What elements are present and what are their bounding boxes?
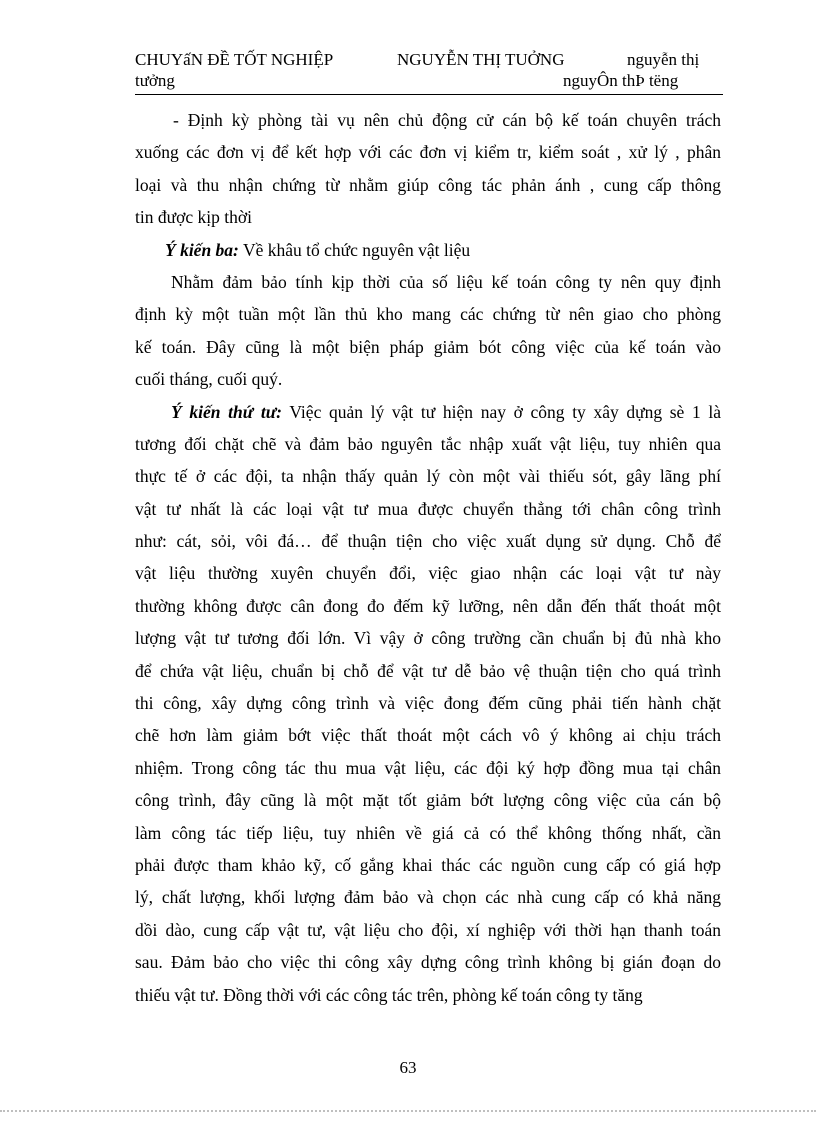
paragraph-line: công trình, đây cũng là một mặt tốt giảm bớt lượng công việc của cán bộ <box>135 790 721 811</box>
paragraph-line: lý, chất lượng, khối lượng đảm bảo và chọn các nhà cung cấp có khả năng <box>135 887 721 908</box>
paragraph-line: thực tế ở các đội, ta nhận thấy quản lý còn một vài thiếu sót, gây lãng phí <box>135 466 721 487</box>
page-header <box>135 50 723 94</box>
header-right-bottom: nguyÔn thÞ tëng <box>563 71 679 90</box>
paragraph-line: - Định kỳ phòng tài vụ nên chủ động cử cán bộ kế toán chuyên trách <box>173 110 721 130</box>
heading-rest: Việc quản lý vật tư hiện nay ở công ty xây dựng sè 1 là <box>282 401 721 422</box>
paragraph-line: sau. Đảm bảo cho việc thi công xây dựng công trình không bị gián đoạn do <box>135 952 721 973</box>
paragraph-line: nhiệm. Trong công tác thu mua vật liệu, các đội ký hợp đồng mua tại chân <box>135 757 721 778</box>
section-heading-y-kien-thu-tu <box>135 396 721 428</box>
paragraph-line: kế toán. Đây cũng là một biện pháp giảm bót công việc của kế toán vào <box>135 336 721 357</box>
paragraph-line: thi công, xây dựng công trình và việc đong đếm cũng phải tiến hành chặt <box>135 693 721 714</box>
header-center: NGUYỄN THỊ TUỞNG <box>397 50 565 69</box>
heading-lead: Ý kiến ba: <box>165 239 239 260</box>
paragraph-line: lượng vật tư tương đối lớn. Vì vậy ở công trường cần chuẩn bị đủ nhà kho <box>135 628 721 649</box>
page-number: 63 <box>399 1058 417 1077</box>
section-heading-y-kien-ba <box>135 234 721 266</box>
paragraph-line: cuối tháng, cuối quý. <box>135 369 283 390</box>
paragraph-line: xuống các đơn vị để kết hợp với các đơn vị kiểm tr, kiểm soát , xử lý , phân <box>135 142 721 163</box>
paragraph-line: Nhằm đảm bảo tính kịp thời của số liệu kế toán công ty nên quy định <box>171 271 721 292</box>
paragraph-line: tương đối chặt chẽ và đảm bảo nguyên tắc nhập xuất vật liệu, tuy nhiên qua <box>135 433 721 454</box>
header-left-top: CHUYấN ĐỀ TỐT NGHIỆP <box>135 50 334 69</box>
paragraph-line: loại và thu nhận chứng từ nhằm giúp công tác phản ánh , cung cấp thông <box>135 174 721 195</box>
heading-lead: Ý kiến thứ tư: <box>171 401 283 422</box>
body-text <box>135 104 721 1011</box>
header-right-top: nguyễn thị <box>627 50 700 69</box>
paragraph-line: phải được tham khảo kỹ, cố gắng khai thác các nguồn cung cấp có giá hợp <box>135 854 721 875</box>
paragraph-line: chẽ hơn làm giảm bớt việc thất thoát một cách vô ý không ai chịu trách <box>135 725 721 746</box>
paragraph-line: định kỳ một tuần một lần thủ kho mang các chứng từ nên giao cho phòng <box>135 304 721 325</box>
header-divider <box>135 94 723 95</box>
heading-rest: Về khâu tổ chức nguyên vật liệu <box>238 239 471 260</box>
paragraph-line: tin được kịp thời <box>135 207 252 228</box>
header-left-bottom: tưởng <box>135 71 175 90</box>
paragraph-line: vật tư nhất là các loại vật tư mua được chuyển thẳng tới chân công trình <box>135 498 721 519</box>
paragraph-line: làm công tác tiếp liệu, tuy nhiên về giá cả có thể không thống nhất, cần <box>135 822 721 843</box>
page-bottom-dotted-border <box>0 1110 816 1112</box>
paragraph-line: vật liệu thường xuyên chuyển đổi, việc giao nhận các loại vật tư này <box>135 563 721 584</box>
paragraph-line: như: cát, sỏi, vôi đá… để thuận tiện cho việc xuất dụng sử dụng. Chỗ để <box>135 531 721 552</box>
paragraph-line: thường không được cân đong đo đếm kỹ lưỡng, nên dẫn đến thất thoát một <box>135 595 721 616</box>
paragraph-line: để chứa vật liệu, chuẩn bị chỗ để vật tư dễ bảo vệ thuận tiện cho quá trình <box>135 660 721 681</box>
paragraph-line: dồi dào, cung cấp vật tư, vật liệu cho đội, xí nghiệp với thời hạn thanh toán <box>135 919 721 940</box>
paragraph-line: thiếu vật tư. Đồng thời với các công tác trên, phòng kế toán công ty tăng <box>135 984 643 1005</box>
